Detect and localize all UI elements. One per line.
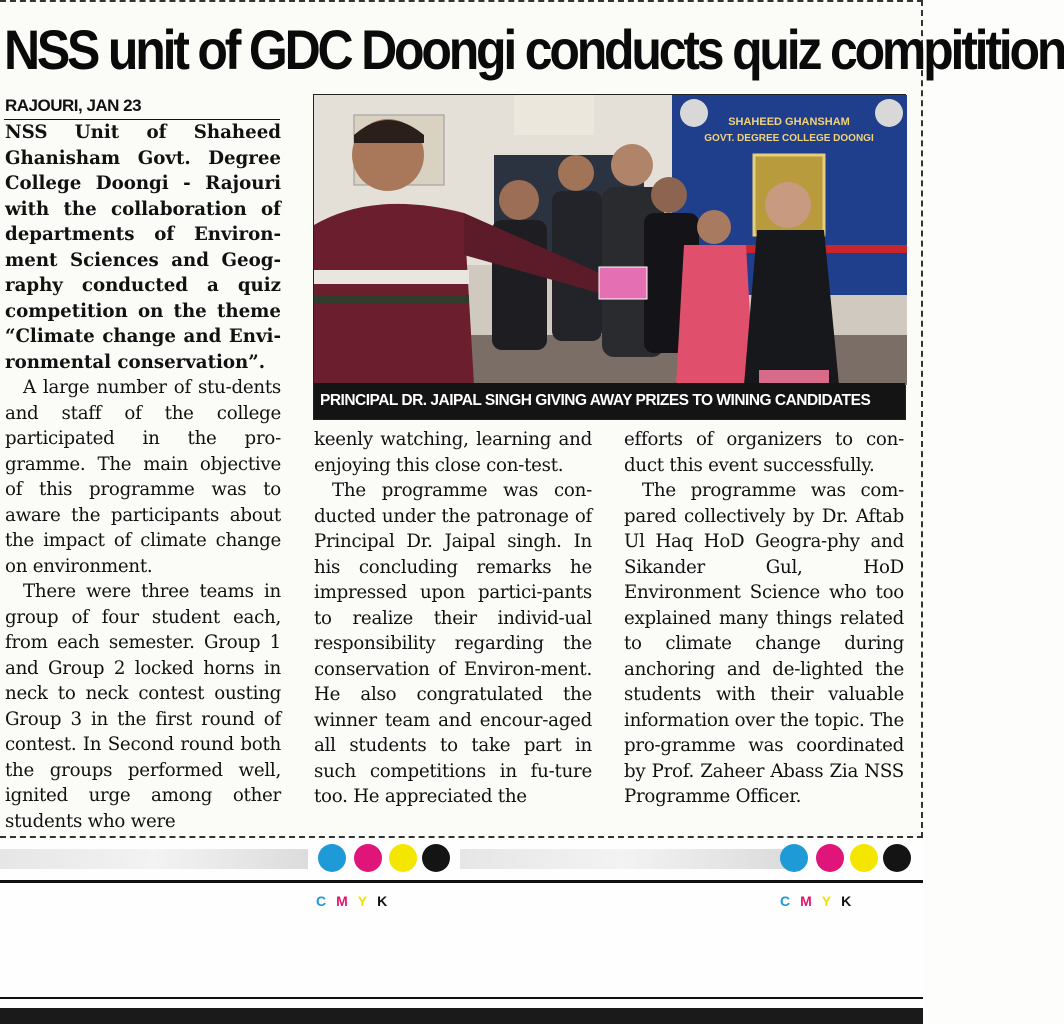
cmyk-y: Y [821,893,842,909]
bottom-band [0,1008,923,1024]
black-dot-left [422,844,450,872]
paragraph-4: keenly watching, learning and enjoying this close con-test. [314,429,592,476]
bottom-rule [0,997,923,999]
paragraph-5: The programme was con-ducted under the patronage of Principal Dr. Jaipal singh. In his concluding remarks he impressed upon partici-pants to realize their individ-ual responsibility regarding the conservation of Environ-ment. He also congratulated the winner team and encour-aged all students to take part in such competitions in fu-ture too. He appreciated the [314,480,592,807]
cyan-dot-left [318,844,346,872]
gray-bar-left [0,849,308,869]
column-3 [624,427,904,810]
magenta-dot-right [816,844,844,872]
cmyk-label-left [316,893,397,909]
photo-illustration [314,95,907,385]
cmyk-label-right [780,893,861,909]
paragraph-3: There were three teams in group of four student each, from each semester. Group 1 and Group 2 locked horns in neck to neck contest ousting Group 3 in the first round of contest. In Second round both the groups performed well, ignited urge among other students who were [5,581,281,832]
banner-line-2: GOVT. DEGREE COLLEGE DOONGI [704,133,874,144]
yellow-dot-left [389,844,417,872]
column-2 [314,427,592,810]
paragraph-6: efforts of organizers to con-duct this event successfully. [624,429,904,476]
column-1 [5,120,281,834]
headline: NSS unit of GDC Doongi conducts quiz compitition [4,18,1064,82]
news-photo [313,94,906,420]
cmyk-c: C [316,893,337,909]
cyan-dot-right [780,844,808,872]
paragraph-2: A large number of stu-dents and staff of the college participated in the pro-gramme. The main objective of this programme was to aware the participants about the impact of climate change on environment. [5,377,281,577]
dateline: RAJOURI, JAN 23 [5,96,142,115]
gray-bar-right [460,849,785,869]
cmyk-m: M [336,893,358,909]
cmyk-c: C [780,893,801,909]
cmyk-y: Y [357,893,378,909]
black-dot-right [883,844,911,872]
cmyk-k: K [377,893,398,909]
prize-certificate [599,267,647,299]
cmyk-k: K [841,893,862,909]
banner-line-1: SHAHEED GHANSHAM [728,116,850,128]
photo-caption: PRINCIPAL DR. JAIPAL SINGH GIVING AWAY PRIZES TO WINING CANDIDATES [314,383,905,419]
magenta-dot-left [354,844,382,872]
registration-rule [0,880,923,883]
yellow-dot-right [850,844,878,872]
paragraph-7: The programme was com-pared collectively by Dr. Aftab Ul Haq HoD Geogra-phy and Sikander Gul, HoD Environment Science who too explained many things related to climate change during anchoring and de-lighted the students with their valuable information over the topic. The pro-gramme was coordinated by Prof. Zaheer Abass Zia NSS Programme Officer. [624,480,904,807]
lead-paragraph: NSS Unit of Shaheed Ghanisham Govt. Degree College Doongi - Rajouri with the collaboration of departments of Environ-ment Sciences and Geog-raphy conducted a quiz competition on the theme “Climate change and Envi-ronmental conservation”. [5,122,281,373]
cmyk-m: M [800,893,822,909]
